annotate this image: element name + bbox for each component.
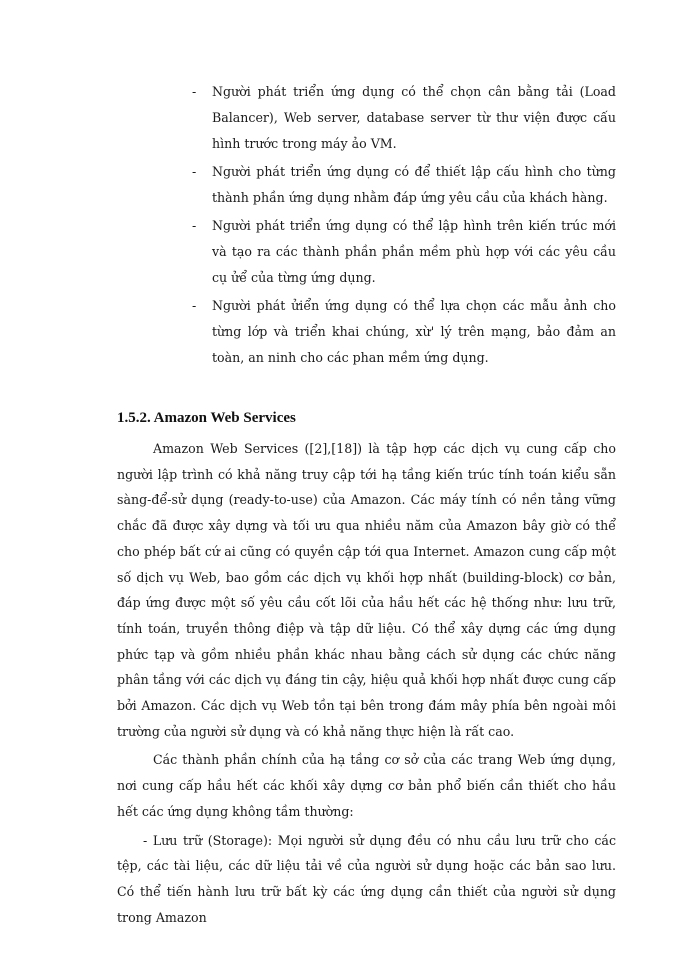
bullet-item-configuration [192,159,616,211]
bullet-dash: - [192,84,197,99]
bullet-text: Người phát triển ứng dụng có thể chọn cân bằng tải (Load Balancer), Web server, database server từ thư viện được cấu hình trước trong máy ảo VM. [212,84,616,151]
bullet-text: Người phát triển ứng dụng có thể lập hình trên kiến trúc mới và tạo ra các thành phần phần mềm phù hợp với các yêu cầu cụ ửể của từng ứng dụng. [212,218,616,285]
bullet-dash: - [192,218,197,233]
bullet-dash: - [192,298,197,313]
bullet-list [192,79,616,373]
bullet-item-image-templates [192,293,616,371]
paragraph-components: Các thành phần chính của hạ tầng cơ sở của các trang Web ứng dụng, nơi cung cấp hầu hết các khối xây dựng cơ bản phổ biến cần thiết cho hầu hết các ứng dụng không tầm thường: [117,752,616,819]
section-body [117,436,616,933]
paragraph-aws-intro: Amazon Web Services ([2],[18]) là tập hợp các dịch vụ cung cấp cho người lập trình có khả năng truy cập tới hạ tầng kiến trúc tính toán kiểu sẵn sàng-để-sử dụng (ready-to-use) của Amazon. Các máy tính có nền tảng vững chắc đã được xây dựng và tối ưu qua nhiều năm của Amazon bây giờ có thể cho phép bất cứ ai cũng có quyền cập tới qua Internet. Amazon cung cấp một số dịch vụ Web, bao gồm các dịch vụ khối hợp nhất (building-block) cơ bản, đáp ứng được một số yêu cầu cốt lõi của hầu hết các hệ thống như: lưu trữ, tính toán, truyền thông điệp và tập dữ liệu. Có thể xây dựng các ứng dụng phức tạp và gồm nhiều phần khác nhau bằng cách sử dụng các chức năng phân tầng với các dịch vụ đáng tin cậy, hiệu quả khối hợp nhất được cung cấp bởi Amazon. Các dịch vụ Web tồn tại bên trong đám mây phía bên ngoài môi trường của người sử dụng và có khả năng thực hiện là rất cao. [117,441,616,739]
bullet-dash: - [192,164,197,179]
bullet-item-architecture [192,213,616,291]
paragraph-storage: - Lưu trữ (Storage): Mọi người sử dụng đều có nhu cầu lưu trữ cho các tệp, các tài liệu, các dữ liệu tải về của người sử dụng hoặc các bản sao lưu. Có thể tiến hành lưu trữ bất kỳ các ứng dụng cần thiết của người sử dụng trong Amazon [117,832,616,925]
bullet-text: Người phát ửiển ứng dụng có thể lựa chọn các mẫu ảnh cho từng lớp và triển khai chúng, xừ' lý trên mạng, bảo đảm an toàn, an ninh cho các phan mềm ứng dụng. [212,298,616,365]
bullet-item-load-balancer [192,79,616,157]
bullet-text: Người phát triển ứng dụng có để thiết lập cấu hình cho từng thành phần ứng dụng nhằm đáp ứng yêu cầu của khách hàng. [212,164,616,205]
section-heading: 1.5.2. Amazon Web Services [117,410,296,426]
